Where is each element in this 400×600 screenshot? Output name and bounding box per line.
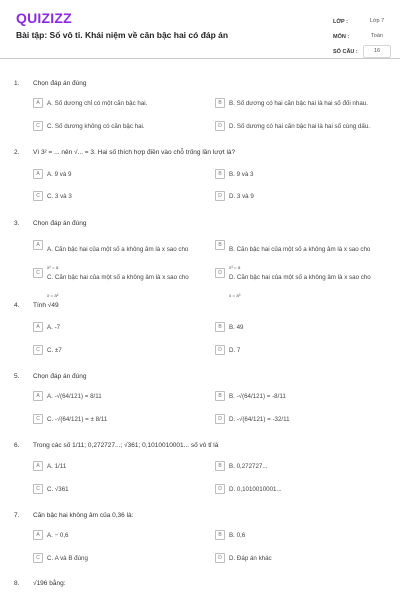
option-d[interactable] [215,345,240,355]
option-letter: B [215,391,225,401]
option-letter: B [215,240,225,250]
question-2 [0,147,400,200]
option-letter: C [33,268,43,278]
option-b[interactable] [215,322,243,332]
meta-value: Lớp 7 [369,18,385,24]
option-text: A. Số dương chỉ có một căn bậc hai. [47,99,148,107]
meta-class [333,14,391,29]
worksheet-header [0,0,400,59]
option-c[interactable] [33,266,189,302]
option-formula: x = a³ [229,293,241,298]
option-c[interactable] [33,414,107,424]
option-letter: A [33,461,43,471]
question-4 [0,300,400,354]
question-text: √196 bằng: [33,580,66,587]
option-letter: A [33,169,43,179]
option-letter: C [33,191,43,201]
option-letter: B [215,169,225,179]
option-b[interactable] [215,169,253,179]
option-formula: x = a² [47,293,59,298]
option-formula: x³ = a [229,265,241,270]
option-a[interactable] [33,391,102,401]
option-letter: A [33,391,43,401]
option-letter: A [33,322,43,332]
option-c[interactable] [33,553,88,563]
option-text: B. Căn bậc hai của một số a không âm là x sao cho [229,246,371,253]
option-letter: D [215,191,225,201]
option-c[interactable] [33,345,62,355]
question-8 [0,578,400,592]
option-text: C. -√(64/121) = ± 8/11 [47,415,108,423]
option-letter: A [33,240,43,250]
option-d[interactable] [215,266,371,302]
option-letter: D [215,345,225,355]
question-number: 3. [14,220,20,227]
option-text: C. √361 [47,485,69,493]
question-text: Căn bậc hai không âm của 0,36 là: [33,512,134,519]
meta-label: LỚP : [333,18,348,25]
question-text: Tính √49 [33,302,59,309]
option-letter: B [215,530,225,540]
option-text: C. Căn bậc hai của một số a không âm là x sao cho [47,274,189,281]
question-text: Chọn đáp án đúng [33,373,87,380]
option-text: B. 0,272727... [229,462,268,470]
question-5 [0,371,400,423]
option-text: D. 7 [229,346,241,354]
option-text: C. Số dương không có căn bậc hai. [47,122,145,130]
option-text: B. -√(64/121) = -8/11 [229,392,286,400]
option-a[interactable] [33,322,60,332]
option-text: C. 3 và 3 [47,192,72,200]
option-a[interactable] [33,530,69,540]
option-text: A. Căn bậc hai của một số a không âm là x sao cho [47,246,189,253]
option-d[interactable] [215,191,254,201]
option-b[interactable] [215,391,286,401]
option-b[interactable] [215,98,368,108]
option-a[interactable] [33,98,147,108]
option-letter: D [215,414,225,424]
option-letter: B [215,98,225,108]
option-text: D. -√(64/121) = -32/11 [229,415,290,423]
option-text: A. 9 và 9 [47,170,72,178]
worksheet-title: Bài tập: Số vô tỉ. Khái niệm về căn bậc hai có đáp án [16,30,229,40]
meta-value: 16 [363,45,391,58]
option-letter: C [33,553,43,563]
question-number: 2. [14,149,20,156]
option-d[interactable] [215,121,370,131]
option-c[interactable] [33,191,72,201]
question-7 [0,510,400,562]
question-number: 4. [14,302,20,309]
meta-label: MÔN : [333,33,350,40]
option-text: C. ±7 [47,346,62,354]
option-b[interactable] [215,461,268,471]
option-letter: A [33,530,43,540]
meta-box [333,14,391,59]
option-letter: D [215,553,225,563]
option-a[interactable] [33,461,66,471]
question-text: Trong các số 1/11; 0,272727...; √361; 0,1010010001... số vô tỉ là [33,442,219,449]
option-text: B. Số dương có hai căn bậc hai là hai số đối nhau. [229,99,368,107]
option-letter: D [215,268,225,278]
question-number: 6. [14,442,20,449]
option-c[interactable] [33,484,69,494]
question-6 [0,440,400,493]
question-number: 7. [14,512,20,519]
option-letter: D [215,121,225,131]
question-text: Chọn đáp án đúng [33,220,87,227]
option-text: A. − 0,6 [47,531,69,539]
meta-count [333,44,391,59]
question-text: Vì 3² = ... nên √... = 3. Hai số thích hợp điền vào chỗ trống lần lượt là? [33,149,236,156]
option-text: D. Căn bậc hai của một số a không âm là x sao cho [229,274,371,281]
option-d[interactable] [215,414,290,424]
meta-subject [333,29,391,44]
option-letter: B [215,461,225,471]
question-1 [0,78,400,130]
option-d[interactable] [215,553,272,563]
question-3 [0,218,400,298]
option-text: B. 9 và 3 [229,170,254,178]
option-letter: A [33,98,43,108]
option-a[interactable] [33,169,71,179]
option-text: C. A và B đúng [47,554,88,562]
option-letter: C [33,121,43,131]
question-number: 8. [14,580,20,587]
option-letter: C [33,345,43,355]
option-text: A. -√(64/121) = 8/11 [47,392,102,400]
option-text: B. 49 [229,323,244,331]
option-letter: B [215,322,225,332]
option-d[interactable] [215,484,282,494]
question-text: Chọn đáp án đúng [33,80,87,87]
option-letter: D [215,484,225,494]
option-formula: x² = a [47,265,59,270]
option-text: D. Số dương có hai căn bậc hai là hai số cùng dấu. [229,122,370,130]
question-number: 1. [14,80,20,87]
option-text: A. 1/11 [47,462,67,470]
option-letter: C [33,484,43,494]
meta-label: SỐ CÂU : [333,48,358,55]
option-text: A. -7 [47,323,61,331]
option-c[interactable] [33,121,145,131]
meta-value: Toán [371,33,383,39]
option-b[interactable] [215,530,245,540]
option-text: B. 0,6 [229,531,246,539]
option-text: D. 0,1010010001... [229,485,282,493]
option-letter: C [33,414,43,424]
option-text: D. Đáp án khác [229,554,272,562]
quizizz-logo: QUIZIZZ [16,10,72,26]
option-text: D. 3 và 9 [229,192,254,200]
question-number: 5. [14,373,20,380]
